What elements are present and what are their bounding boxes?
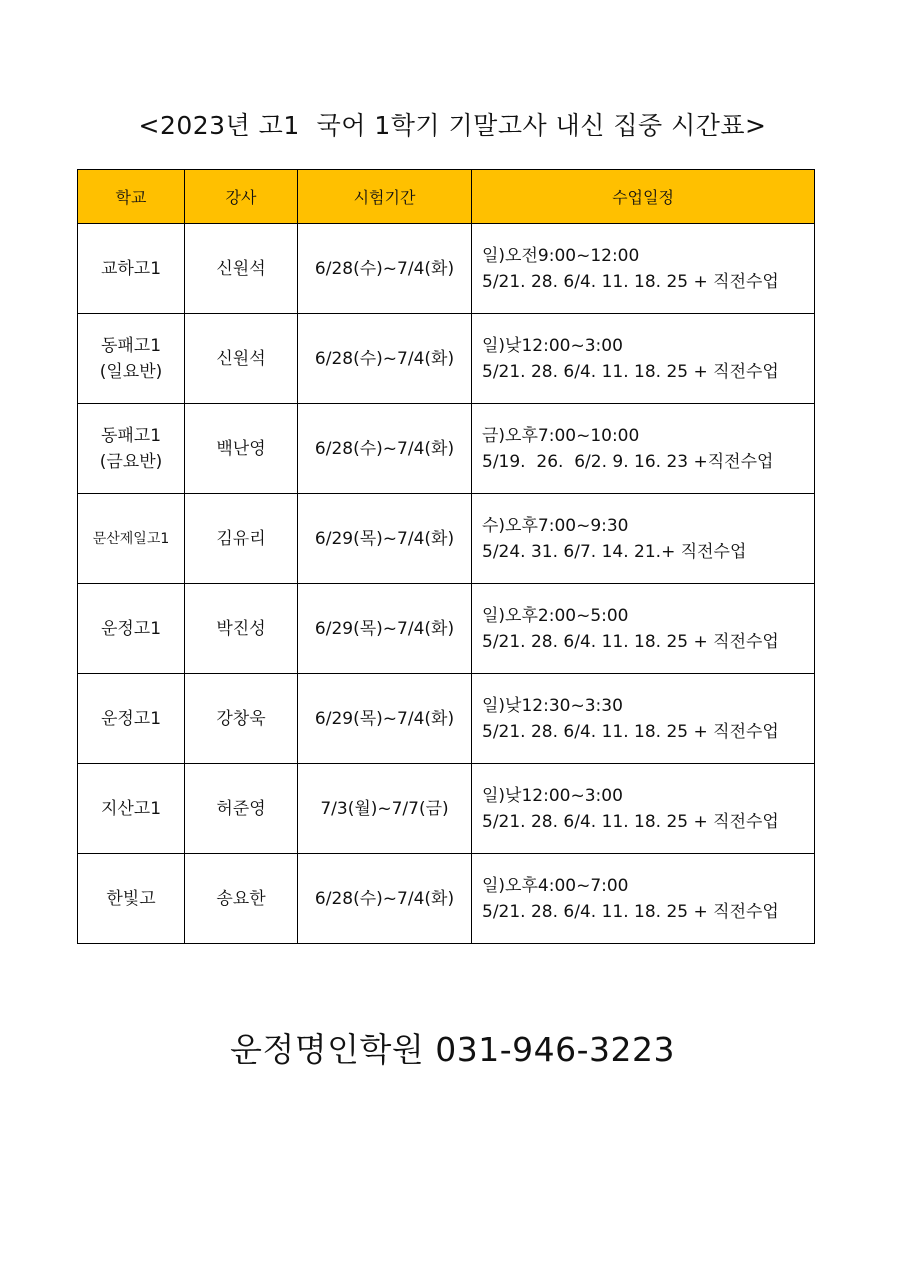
school-name: 동패고1	[100, 335, 162, 356]
exam-period-cell: 7/3(월)~7/7(금)	[298, 764, 472, 854]
teacher-cell: 신원석	[185, 314, 298, 404]
table-header-row	[78, 170, 815, 224]
school-cell	[78, 764, 185, 854]
class-dates: 5/21. 28. 6/4. 11. 18. 25 + 직전수업	[482, 271, 779, 292]
teacher-cell: 박진성	[185, 584, 298, 674]
school-name: 동패고1	[100, 425, 162, 446]
academy-contact: 운정명인학원 031-946-3223	[229, 1030, 676, 1069]
exam-period-cell: 6/28(수)~7/4(화)	[298, 404, 472, 494]
table-row	[78, 674, 815, 764]
exam-period-cell: 6/29(목)~7/4(화)	[298, 674, 472, 764]
table-row	[78, 224, 815, 314]
class-dates: 5/21. 28. 6/4. 11. 18. 25 + 직전수업	[482, 811, 779, 832]
class-time: 일)낮12:00~3:00	[482, 785, 623, 806]
class-schedule-cell	[472, 404, 815, 494]
header-teacher: 강사	[185, 170, 298, 224]
table-row	[78, 764, 815, 854]
exam-period-cell: 6/28(수)~7/4(화)	[298, 314, 472, 404]
school-class-type: (일요반)	[99, 361, 163, 382]
class-dates: 5/21. 28. 6/4. 11. 18. 25 + 직전수업	[482, 361, 779, 382]
teacher-cell: 강창욱	[185, 674, 298, 764]
teacher-cell: 김유리	[185, 494, 298, 584]
school-name: 한빛고	[106, 888, 156, 909]
class-dates: 5/21. 28. 6/4. 11. 18. 25 + 직전수업	[482, 721, 779, 742]
class-time: 수)오후7:00~9:30	[482, 515, 629, 536]
class-schedule-cell	[472, 674, 815, 764]
teacher-cell: 백난영	[185, 404, 298, 494]
class-dates: 5/21. 28. 6/4. 11. 18. 25 + 직전수업	[482, 631, 779, 652]
teacher-cell: 신원석	[185, 224, 298, 314]
class-schedule-cell	[472, 494, 815, 584]
class-schedule-cell	[472, 314, 815, 404]
page-title: <2023년 고1 국어 1학기 기말고사 내신 집중 시간표>	[138, 111, 767, 140]
school-cell	[78, 224, 185, 314]
school-cell	[78, 314, 185, 404]
header-exam-period: 시험기간	[298, 170, 472, 224]
class-schedule-cell	[472, 764, 815, 854]
teacher-cell: 송요한	[185, 854, 298, 944]
table-row	[78, 314, 815, 404]
school-cell	[78, 494, 185, 584]
school-name: 지산고1	[100, 798, 162, 819]
exam-period-cell: 6/28(수)~7/4(화)	[298, 854, 472, 944]
school-cell	[78, 404, 185, 494]
exam-period-cell: 6/29(목)~7/4(화)	[298, 584, 472, 674]
header-school: 학교	[78, 170, 185, 224]
class-time: 일)오후2:00~5:00	[482, 605, 629, 626]
school-name: 문산제일고1	[92, 530, 170, 547]
school-name: 교하고1	[100, 258, 162, 279]
table-row	[78, 494, 815, 584]
school-cell	[78, 584, 185, 674]
exam-period-cell: 6/28(수)~7/4(화)	[298, 224, 472, 314]
class-time: 일)낮12:30~3:30	[482, 695, 623, 716]
exam-period-cell: 6/29(목)~7/4(화)	[298, 494, 472, 584]
class-time: 금)오후7:00~10:00	[482, 425, 640, 446]
school-cell	[78, 674, 185, 764]
class-dates: 5/24. 31. 6/7. 14. 21.+ 직전수업	[482, 541, 747, 562]
class-time: 일)오전9:00~12:00	[482, 245, 640, 266]
school-class-type: (금요반)	[99, 451, 163, 472]
table-row	[78, 584, 815, 674]
teacher-cell: 허준영	[185, 764, 298, 854]
class-dates: 5/21. 28. 6/4. 11. 18. 25 + 직전수업	[482, 901, 779, 922]
school-cell	[78, 854, 185, 944]
class-schedule-cell	[472, 854, 815, 944]
class-time: 일)낮12:00~3:00	[482, 335, 623, 356]
header-class-schedule: 수업일정	[472, 170, 815, 224]
class-dates: 5/19. 26. 6/2. 9. 16. 23 +직전수업	[482, 451, 774, 472]
table-row	[78, 404, 815, 494]
class-schedule-cell	[472, 224, 815, 314]
class-time: 일)오후4:00~7:00	[482, 875, 629, 896]
table-row	[78, 854, 815, 944]
class-schedule-cell	[472, 584, 815, 674]
school-name: 운정고1	[100, 708, 162, 729]
schedule-table	[77, 169, 815, 944]
school-name: 운정고1	[100, 618, 162, 639]
